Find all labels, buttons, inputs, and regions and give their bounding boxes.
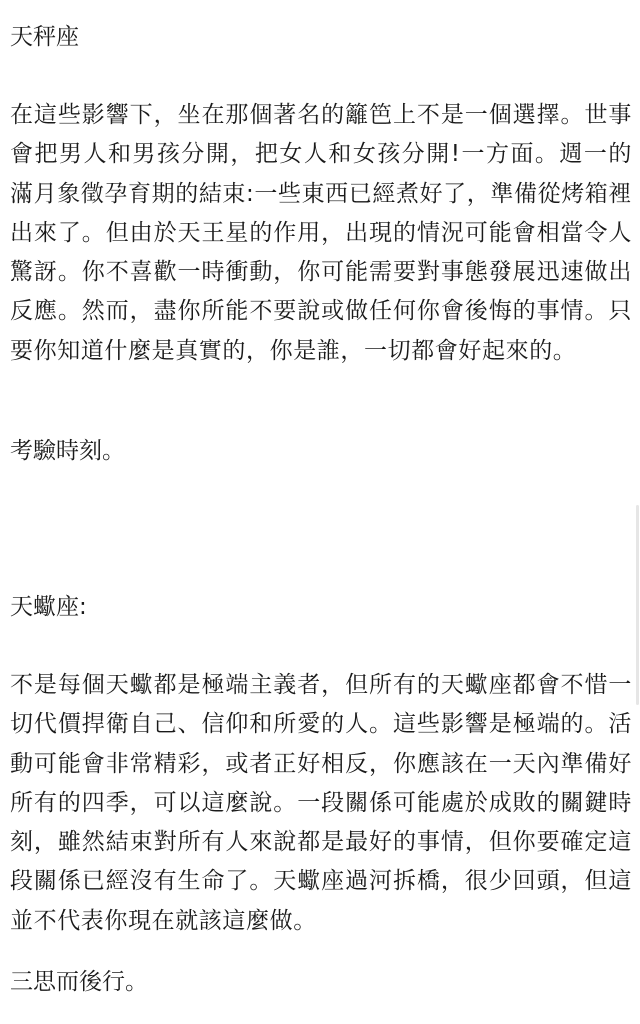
libra-heading: 天秤座 [10,24,79,50]
scrollbar[interactable] [636,505,639,705]
libra-summary: 考驗時刻。 [10,438,125,464]
scorpio-heading: 天蠍座: [10,594,87,620]
scorpio-summary: 三思而後行。 [10,969,148,995]
scorpio-paragraph: 不是每個天蠍都是極端主義者，但所有的天蠍座都會不惜一切代價捍衛自己、信仰和所愛的人。這些影響是極端的。活動可能會非常精彩，或者正好相反，你應該在一天內準備好所有的四季，可以這麼說。一段關係可能處於成敗的關鍵時刻，雖然結束對所有人來說都是最好的事情，但你要確定這段關係已經沒有生命了。天蠍座過河拆橋，很少回頭，但這並不代表你現在就該這麼做。 [10,672,632,934]
libra-paragraph: 在這些影響下，坐在那個著名的籬笆上不是一個選擇。世事會把男人和男孩分開，把女人和女孩分開!一方面。週一的滿月象徵孕育期的結束:一些東西已經煮好了，準備從烤箱裡出來了。但由於天王星的作用，出現的情況可能會相當令人驚訝。你不喜歡一時衝動，你可能需要對事態發展迅速做出反應。然而，盡你所能不要說或做任何你會後悔的事情。只要你知道什麼是真實的，你是誰，一切都會好起來的。 [10,102,632,364]
